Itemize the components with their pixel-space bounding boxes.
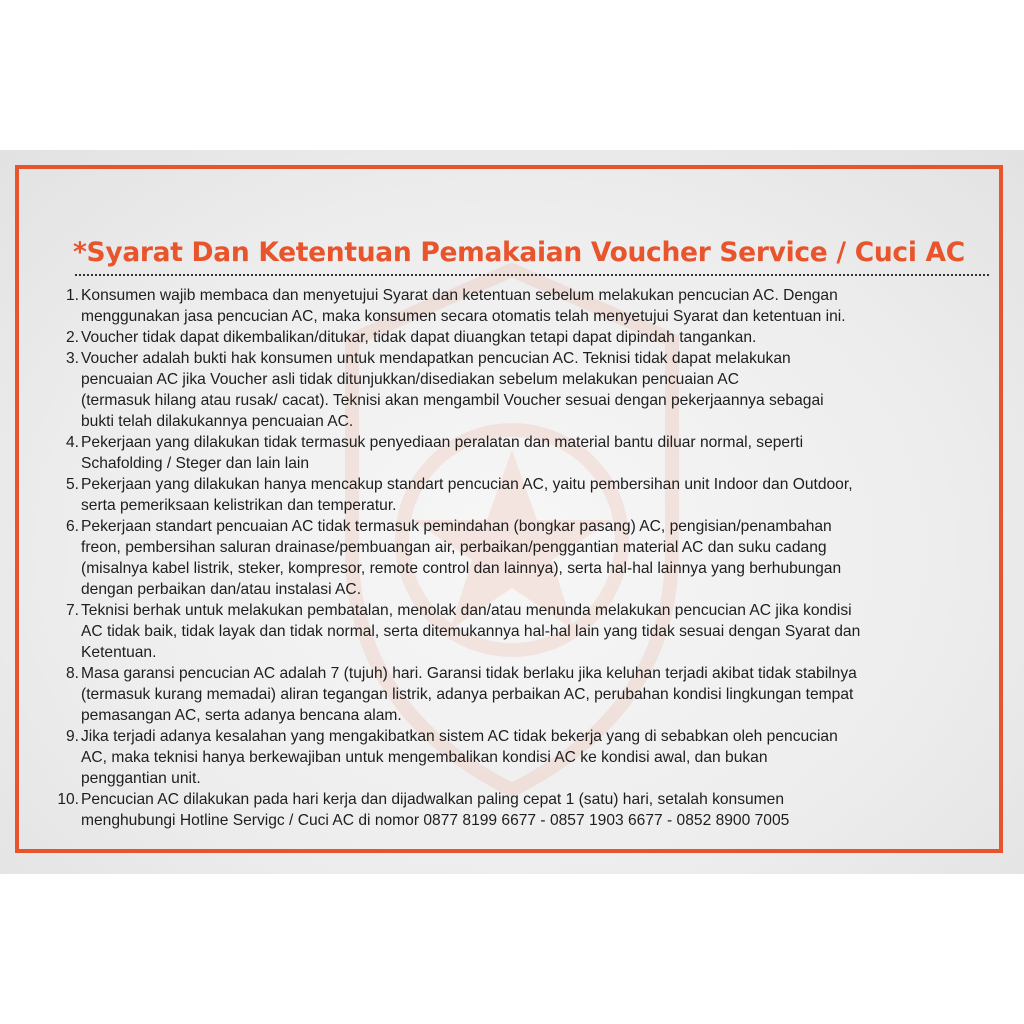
term-item	[53, 726, 1003, 789]
term-item	[53, 789, 1003, 831]
term-text-line: dengan perbaikan dan/atau instalasi AC.	[81, 581, 362, 598]
term-text-line: serta pemeriksaan kelistrikan dan temperatur.	[81, 497, 397, 514]
term-item	[53, 516, 1003, 600]
term-text-line: (termasuk kurang memadai) aliran tegangan listrik, adanya perbaikan AC, perubahan kondisi lingkungan tempat	[81, 686, 854, 703]
term-text-line: Masa garansi pencucian AC adalah 7 (tujuh) hari. Garansi tidak berlaku jika keluhan terjadi akibat tidak stabilnya	[81, 665, 857, 682]
term-number: 3.	[65, 350, 79, 367]
term-text-line: AC, maka teknisi hanya berkewajiban untuk mengembalikan kondisi AC ke kondisi awal, dan bukan	[81, 749, 768, 766]
term-text-line: (misalnya kabel listrik, steker, kompresor, remote control dan lainnya), serta hal-hal lainnya yang berhubungan	[81, 560, 842, 577]
term-text-line: Teknisi berhak untuk melakukan pembatalan, menolak dan/atau menunda melakukan pencucian AC jika kondisi	[81, 602, 852, 619]
term-text-line: Voucher tidak dapat dikembalikan/ditukar, tidak dapat diuangkan tetapi dapat dipindah tangankan.	[81, 329, 757, 346]
term-number: 10.	[57, 791, 79, 808]
term-item	[53, 327, 1003, 348]
term-text-line: freon, pembersihan saluran drainase/pembuangan air, perbaikan/penggantian material AC dan suku cadang	[81, 539, 827, 556]
term-text-line: Konsumen wajib membaca dan menyetujui Syarat dan ketentuan sebelum melakukan pencucian AC. Dengan	[81, 287, 838, 304]
term-item	[53, 600, 1003, 663]
term-number: 2.	[65, 329, 79, 346]
term-text-line: penggantian unit.	[81, 770, 201, 787]
term-text-line: menghubungi Hotline Servigc / Cuci AC di nomor 0877 8199 6677 - 0857 1903 6677 - 0852 8900 7005	[81, 812, 790, 829]
term-text-line: Pekerjaan yang dilakukan hanya mencakup standart pencucian AC, yaitu pembersihan unit Indoor dan Outdoor,	[81, 476, 853, 493]
term-text-line: Ketentuan.	[81, 644, 157, 661]
term-number: 7.	[65, 602, 79, 619]
term-text-line: pencuaian AC jika Voucher asli tidak ditunjukkan/disediakan sebelum melakukan pencuaian AC	[81, 371, 739, 388]
term-text-line: Voucher adalah bukti hak konsumen untuk mendapatkan pencucian AC. Teknisi tidak dapat melakukan	[81, 350, 791, 367]
term-text-line: Pekerjaan standart pencuaian AC tidak termasuk pemindahan (bongkar pasang) AC, pengisian/penambahan	[81, 518, 832, 535]
term-text-line: Schafolding / Steger dan lain lain	[81, 455, 309, 472]
term-number: 6.	[65, 518, 79, 535]
term-item	[53, 474, 1003, 516]
term-text-line: menggunakan jasa pencucian AC, maka konsumen secara otomatis telah menyetujui Syarat dan ketentuan ini.	[81, 308, 846, 325]
terms-frame	[15, 165, 1003, 853]
term-number: 4.	[65, 434, 79, 451]
voucher-terms-card	[0, 150, 1024, 874]
term-text-line: Jika terjadi adanya kesalahan yang mengakibatkan sistem AC tidak bekerja yang di sebabkan oleh pencucian	[81, 728, 838, 745]
term-number: 9.	[65, 728, 79, 745]
title-divider	[75, 274, 989, 276]
term-item	[53, 285, 1003, 327]
term-item	[53, 432, 1003, 474]
term-text-line: pemasangan AC, serta adanya bencana alam.	[81, 707, 402, 724]
term-number: 1.	[65, 287, 79, 304]
term-number: 8.	[65, 665, 79, 682]
term-text-line: (termasuk hilang atau rusak/ cacat). Teknisi akan mengambil Voucher sesuai dengan pekerjaannya sebagai	[81, 392, 824, 409]
terms-list	[53, 285, 1003, 831]
term-text-line: AC tidak baik, tidak layak dan tidak normal, serta ditemukannya hal-hal lain yang tidak sesuai dengan Syarat dan	[81, 623, 861, 640]
term-text-line: bukti telah dilakukannya pencuaian AC.	[81, 413, 354, 430]
terms-title: *Syarat Dan Ketentuan Pemakaian Voucher Service / Cuci AC	[73, 237, 965, 268]
term-item	[53, 348, 1003, 432]
term-item	[53, 663, 1003, 726]
term-number: 5.	[65, 476, 79, 493]
term-text-line: Pekerjaan yang dilakukan tidak termasuk penyediaan peralatan dan material bantu diluar normal, seperti	[81, 434, 804, 451]
term-text-line: Pencucian AC dilakukan pada hari kerja dan dijadwalkan paling cepat 1 (satu) hari, setalah konsumen	[81, 791, 785, 808]
